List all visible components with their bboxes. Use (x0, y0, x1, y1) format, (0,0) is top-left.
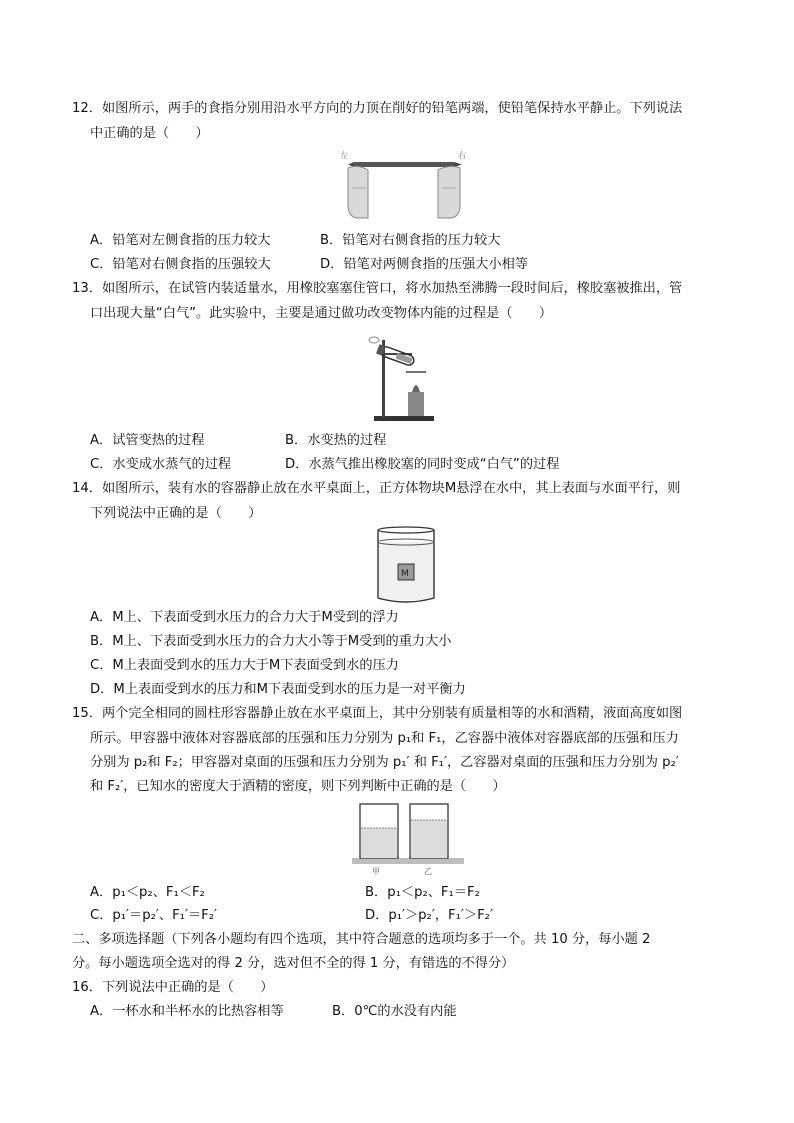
section2-heading-line1: 二、多项选择题（下列各小题均有四个选项，其中符合题意的选项均多于一个。共 10 分，每小题 2 (72, 932, 651, 947)
q13-stem-line1: 13．如图所示，在试管内装适量水，用橡胶塞塞住管口，将水加热至沸腾一段时间后，橡胶塞被推出，管 (72, 281, 683, 296)
q16-stem: 16．下列说法中正确的是（ ） (72, 980, 274, 995)
q15-option-b: B．p₁＜p₂、F₁＝F₂ (365, 885, 480, 900)
q16-option-a: A．一杯水和半杯水的比热容相等 (90, 1004, 284, 1019)
q12-option-d: D．铅笔对两侧食指的压强大小相等 (320, 257, 528, 272)
q13-option-b: B．水变热的过程 (285, 433, 387, 448)
q15-label-yi: 乙 (424, 867, 432, 876)
q14-stem-line2: 下列说法中正确的是（ ） (90, 506, 262, 521)
q12-right-label: 右 (458, 151, 466, 160)
q15-stem-line2: 所示。甲容器中液体对容器底部的压强和压力分别为 p₁和 F₁，乙容器中液体对容器底部的压强和压力 (90, 731, 679, 746)
q14-option-a: A．M上、下表面受到水压力的合力大于M受到的浮力 (90, 610, 399, 625)
q12-option-c: C．铅笔对右侧食指的压强较大 (90, 257, 271, 272)
q14-container-figure (372, 526, 440, 606)
q13-test-tube-figure (360, 332, 440, 424)
q15-option-a: A．p₁＜p₂、F₁＜F₂ (90, 885, 205, 900)
q15-containers-figure (352, 802, 464, 876)
q12-left-label: 左 (340, 151, 348, 160)
q13-option-c: C．水变成水蒸气的过程 (90, 457, 232, 472)
q13-option-a: A．试管变热的过程 (90, 433, 205, 448)
q14-option-b: B．M上、下表面受到水压力的合力大小等于M受到的重力大小 (90, 634, 452, 649)
q12-option-b: B．铅笔对右侧食指的压力较大 (320, 233, 501, 248)
q12-option-a: A．铅笔对左侧食指的压力较大 (90, 233, 271, 248)
q15-option-d: D．p₁′＞p₂′，F₁′＞F₂′ (365, 908, 493, 923)
q13-option-d: D．水蒸气推出橡胶塞的同时变成“白气”的过程 (285, 457, 560, 472)
q15-stem-line3: 分别为 p₂和 F₂；甲容器对桌面的压强和压力分别为 p₁′ 和 F₁′，乙容器对桌面的压强和压力分别为 p₂′ (90, 755, 679, 770)
q12-stem-line1: 12．如图所示，两手的食指分别用沿水平方向的力顶在削好的铅笔两端，使铅笔保持水平静止。下列说法 (72, 101, 683, 116)
section2-heading-line2: 分。每小题选项全选对的得 2 分，选对但不全的得 1 分，有错选的不得分） (72, 956, 515, 971)
q14-option-c: C．M上表面受到水的压力大于M下表面受到水的压力 (90, 658, 399, 673)
q14-stem-line1: 14．如图所示，装有水的容器静止放在水平桌面上，正方体物块M悬浮在水中，其上表面与水面平行，则 (72, 481, 681, 496)
q12-pencil-figure (338, 148, 468, 224)
q14-option-d: D．M上表面受到水的压力和M下表面受到水的压力是一对平衡力 (90, 682, 466, 697)
q15-label-jia: 甲 (372, 867, 380, 876)
q16-option-b: B．0℃的水没有内能 (332, 1004, 457, 1019)
q15-stem-line4: 和 F₂′，已知水的密度大于酒精的密度，则下列判断中正确的是（ ） (90, 779, 506, 794)
q15-stem-line1: 15．两个完全相同的圆柱形容器静止放在水平桌面上，其中分别装有质量相等的水和酒精，液面高度如图 (72, 706, 683, 721)
q14-m-label: M (401, 569, 409, 579)
q15-option-c: C．p₁′＝p₂′、F₁′＝F₂′ (90, 908, 217, 923)
q12-stem-line2: 中正确的是（ ） (90, 126, 209, 141)
q13-stem-line2: 口出现大量“白气”。此实验中，主要是通过做功改变物体内能的过程是（ ） (90, 306, 553, 321)
